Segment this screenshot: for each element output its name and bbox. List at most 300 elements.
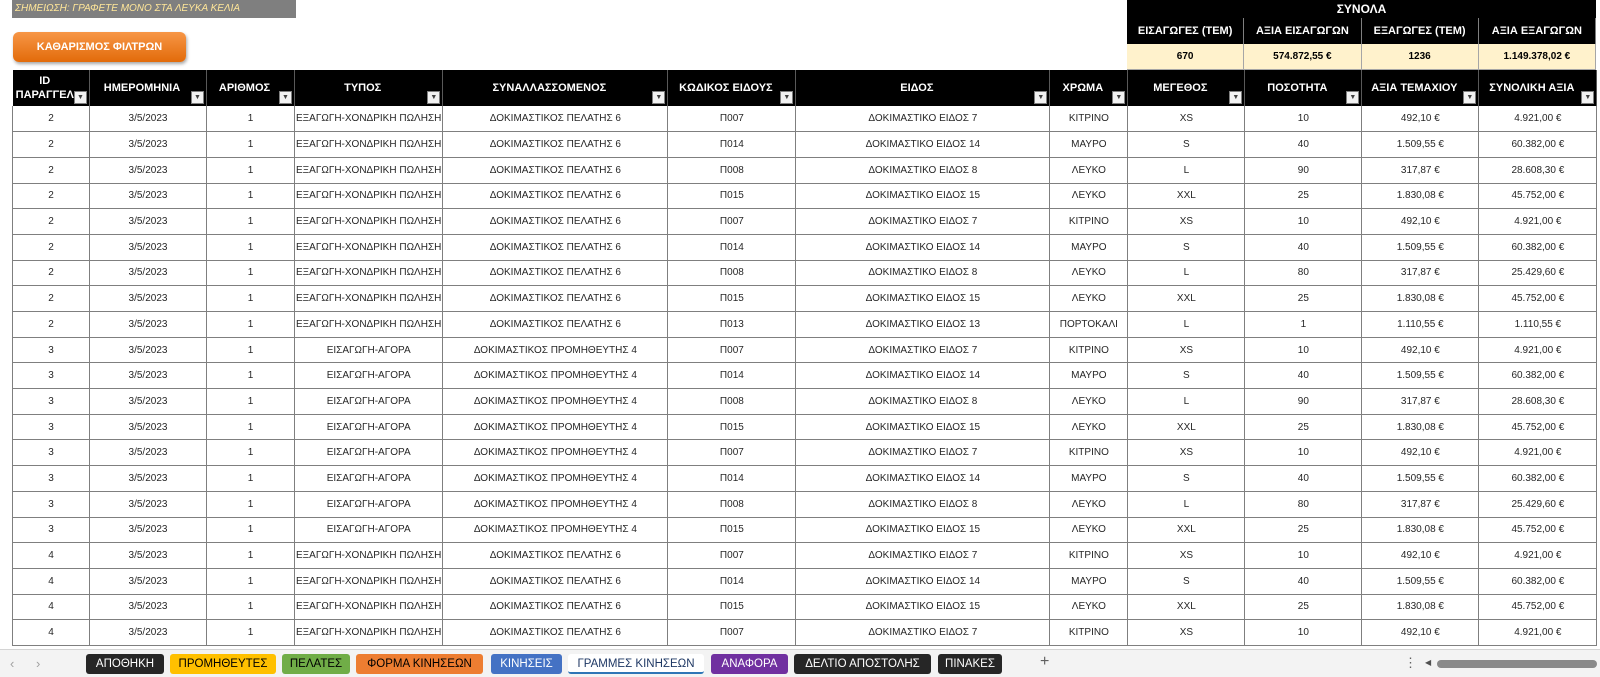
filter-dropdown-icon[interactable]: ▼ [1034,91,1047,104]
table-cell[interactable]: 28.608,30 € [1479,157,1597,183]
table-cell[interactable]: Π014 [668,234,796,260]
table-cell[interactable]: 3/5/2023 [90,260,207,286]
table-cell[interactable]: ΔΟΚΙΜΑΣΤΙΚΟ ΕΙΔΟΣ 7 [796,209,1050,235]
totals-header-exports-value: ΑΞΙΑ ΕΞΑΓΩΓΩΝ [1479,18,1596,44]
table-cell[interactable]: ΚΙΤΡΙΝΟ [1050,106,1128,132]
filter-dropdown-icon[interactable]: ▼ [191,91,204,104]
table-cell[interactable]: S [1128,363,1245,389]
table-cell[interactable]: 1 [207,234,295,260]
table-cell[interactable]: 1.830,08 € [1362,594,1479,620]
table-cell[interactable]: 1 [207,209,295,235]
table-cell[interactable]: 45.752,00 € [1479,594,1597,620]
table-cell[interactable]: 3/5/2023 [90,106,207,132]
column-header [1245,70,1362,106]
table-cell[interactable]: 40 [1245,568,1362,594]
chevron-left-icon[interactable]: ‹ [10,656,15,671]
table-cell[interactable]: ΜΑΥΡΟ [1050,568,1128,594]
totals-header-exports-qty: ΕΞΑΓΩΓΕΣ (ΤΕΜ) [1362,18,1479,44]
table-cell[interactable]: 45.752,00 € [1479,414,1597,440]
table-cell[interactable]: ΔΟΚΙΜΑΣΤΙΚΟΣ ΠΕΛΑΤΗΣ 6 [443,234,668,260]
table-cell[interactable]: S [1128,466,1245,492]
table-cell[interactable]: 4.921,00 € [1479,543,1597,569]
table-cell[interactable]: 3/5/2023 [90,517,207,543]
table-cell[interactable]: XS [1128,440,1245,466]
table-cell[interactable]: 2 [13,312,90,338]
table-cell[interactable]: ΚΙΤΡΙΝΟ [1050,543,1128,569]
table-cell[interactable]: ΔΟΚΙΜΑΣΤΙΚΟΣ ΠΕΛΑΤΗΣ 6 [443,312,668,338]
table-cell[interactable]: ΔΟΚΙΜΑΣΤΙΚΟ ΕΙΔΟΣ 8 [796,157,1050,183]
sheet-tab[interactable]: ΠΙΝΑΚΕΣ [938,654,1002,674]
table-cell[interactable]: Π015 [668,183,796,209]
scrollbar-thumb[interactable] [1437,660,1597,668]
table-cell[interactable]: Π015 [668,594,796,620]
table-cell[interactable]: ΕΞΑΓΩΓΗ-ΧΟΝΔΡΙΚΗ ΠΩΛΗΣΗ [295,312,443,338]
table-cell[interactable]: ΔΟΚΙΜΑΣΤΙΚΟ ΕΙΔΟΣ 14 [796,363,1050,389]
table-cell[interactable]: ΛΕΥΚΟ [1050,286,1128,312]
sheet-tab-bar [0,649,1600,677]
sheet-tab[interactable]: ΠΕΛΑΤΕΣ [282,654,350,674]
chevron-right-icon[interactable]: › [36,656,41,671]
filter-dropdown-icon[interactable]: ▼ [427,91,440,104]
table-cell[interactable]: Π008 [668,260,796,286]
table-cell[interactable]: ΕΙΣΑΓΩΓΗ-ΑΓΟΡΑ [295,491,443,517]
table-cell[interactable]: 1 [207,260,295,286]
table-cell[interactable]: XXL [1128,517,1245,543]
table-cell[interactable]: 2 [13,157,90,183]
table-cell[interactable]: ΔΟΚΙΜΑΣΤΙΚΟΣ ΠΡΟΜΗΘΕΥΤΗΣ 4 [443,363,668,389]
table-row [13,568,1597,594]
table-cell[interactable]: ΛΕΥΚΟ [1050,157,1128,183]
table-cell[interactable]: ΚΙΤΡΙΝΟ [1050,209,1128,235]
table-cell[interactable]: Π007 [668,440,796,466]
table-cell[interactable]: ΔΟΚΙΜΑΣΤΙΚΟΣ ΠΕΛΑΤΗΣ 6 [443,594,668,620]
sheet-tab[interactable]: ΑΠΟΘΗΚΗ [86,654,164,674]
table-cell[interactable]: 3/5/2023 [90,209,207,235]
table-cell[interactable]: 3 [13,414,90,440]
table-cell[interactable]: ΕΞΑΓΩΓΗ-ΧΟΝΔΡΙΚΗ ΠΩΛΗΣΗ [295,234,443,260]
table-cell[interactable]: 3/5/2023 [90,440,207,466]
table-cell[interactable]: 2 [13,234,90,260]
table-cell[interactable]: 10 [1245,543,1362,569]
table-cell[interactable]: ΔΟΚΙΜΑΣΤΙΚΟ ΕΙΔΟΣ 14 [796,466,1050,492]
table-row [13,491,1597,517]
table-cell[interactable]: ΕΙΣΑΓΩΓΗ-ΑΓΟΡΑ [295,337,443,363]
table-cell[interactable]: ΕΙΣΑΓΩΓΗ-ΑΓΟΡΑ [295,440,443,466]
table-cell[interactable]: XXL [1128,286,1245,312]
table-cell[interactable]: 40 [1245,466,1362,492]
table-cell[interactable]: S [1128,568,1245,594]
table-cell[interactable]: 1 [1245,312,1362,338]
table-cell[interactable]: 1.509,55 € [1362,363,1479,389]
table-row [13,337,1597,363]
table-cell[interactable]: 1.509,55 € [1362,466,1479,492]
table-cell[interactable]: 1 [207,389,295,415]
table-cell[interactable]: L [1128,312,1245,338]
table-cell[interactable]: 3/5/2023 [90,389,207,415]
table-cell[interactable]: 40 [1245,363,1362,389]
filter-dropdown-icon[interactable]: ▼ [780,91,793,104]
table-cell[interactable]: 4 [13,568,90,594]
column-header [90,70,207,106]
table-cell[interactable]: Π013 [668,312,796,338]
table-cell[interactable]: 40 [1245,132,1362,158]
table-cell[interactable]: ΔΟΚΙΜΑΣΤΙΚΟ ΕΙΔΟΣ 14 [796,234,1050,260]
table-cell[interactable]: ΕΞΑΓΩΓΗ-ΧΟΝΔΡΙΚΗ ΠΩΛΗΣΗ [295,209,443,235]
table-cell[interactable]: Π007 [668,337,796,363]
column-header [443,70,668,106]
table-cell[interactable]: S [1128,132,1245,158]
table-cell[interactable]: 4.921,00 € [1479,620,1597,646]
table-cell[interactable]: Π007 [668,543,796,569]
table-cell[interactable]: ΔΟΚΙΜΑΣΤΙΚΟ ΕΙΔΟΣ 15 [796,286,1050,312]
table-cell[interactable]: 60.382,00 € [1479,234,1597,260]
totals-imports-value: 574.872,55 € [1244,44,1361,70]
table-cell[interactable]: 80 [1245,260,1362,286]
table-cell[interactable]: 1.509,55 € [1362,234,1479,260]
table-body [13,106,1597,645]
table-cell[interactable]: 90 [1245,157,1362,183]
table-cell[interactable]: ΕΞΑΓΩΓΗ-ΧΟΝΔΡΙΚΗ ΠΩΛΗΣΗ [295,132,443,158]
table-cell[interactable]: ΔΟΚΙΜΑΣΤΙΚΟ ΕΙΔΟΣ 7 [796,337,1050,363]
table-cell[interactable]: 10 [1245,440,1362,466]
table-cell[interactable]: 3 [13,517,90,543]
table-cell[interactable]: 1.110,55 € [1479,312,1597,338]
table-cell[interactable]: 1 [207,132,295,158]
table-cell[interactable]: 3/5/2023 [90,620,207,646]
table-row [13,414,1597,440]
table-cell[interactable]: 25.429,60 € [1479,491,1597,517]
table-cell[interactable]: ΛΕΥΚΟ [1050,183,1128,209]
table-cell[interactable]: ΛΕΥΚΟ [1050,260,1128,286]
table-cell[interactable]: ΔΟΚΙΜΑΣΤΙΚΟΣ ΠΡΟΜΗΘΕΥΤΗΣ 4 [443,414,668,440]
table-cell[interactable]: Π015 [668,414,796,440]
table-cell[interactable]: 3/5/2023 [90,337,207,363]
table-cell[interactable]: 1.110,55 € [1362,312,1479,338]
table-cell[interactable]: 3/5/2023 [90,491,207,517]
table-cell[interactable]: ΔΟΚΙΜΑΣΤΙΚΟΣ ΠΕΛΑΤΗΣ 6 [443,132,668,158]
table-cell[interactable]: 3/5/2023 [90,543,207,569]
table-cell[interactable]: ΕΞΑΓΩΓΗ-ΧΟΝΔΡΙΚΗ ΠΩΛΗΣΗ [295,106,443,132]
table-cell[interactable]: 1.509,55 € [1362,132,1479,158]
table-cell[interactable]: ΜΑΥΡΟ [1050,363,1128,389]
filter-dropdown-icon[interactable]: ▼ [1346,91,1359,104]
totals-header-imports-value: ΑΞΙΑ ΕΙΣΑΓΩΓΩΝ [1244,18,1361,44]
table-cell[interactable]: ΔΟΚΙΜΑΣΤΙΚΟ ΕΙΔΟΣ 14 [796,568,1050,594]
table-cell[interactable]: 45.752,00 € [1479,286,1597,312]
table-cell[interactable]: 1.830,08 € [1362,183,1479,209]
sheet-tab[interactable]: ΔΕΛΤΙΟ ΑΠΟΣΤΟΛΗΣ [794,654,931,674]
table-cell[interactable]: 4.921,00 € [1479,337,1597,363]
filter-dropdown-icon[interactable]: ▼ [652,91,665,104]
table-cell[interactable]: 3/5/2023 [90,414,207,440]
table-cell[interactable]: 317,87 € [1362,491,1479,517]
table-cell[interactable]: 2 [13,106,90,132]
table-cell[interactable]: L [1128,389,1245,415]
table-cell[interactable]: Π008 [668,491,796,517]
table-cell[interactable]: 25 [1245,414,1362,440]
table-cell[interactable]: ΕΙΣΑΓΩΓΗ-ΑΓΟΡΑ [295,363,443,389]
table-cell[interactable]: 45.752,00 € [1479,183,1597,209]
table-cell[interactable]: 1.830,08 € [1362,414,1479,440]
table-cell[interactable]: Π007 [668,209,796,235]
table-cell[interactable]: 1.830,08 € [1362,286,1479,312]
table-cell[interactable]: 60.382,00 € [1479,363,1597,389]
table-cell[interactable]: ΔΟΚΙΜΑΣΤΙΚΟΣ ΠΡΟΜΗΘΕΥΤΗΣ 4 [443,440,668,466]
table-cell[interactable]: Π014 [668,132,796,158]
table-cell[interactable]: 2 [13,183,90,209]
table-cell[interactable]: ΜΑΥΡΟ [1050,234,1128,260]
table-cell[interactable]: 1 [207,440,295,466]
table-cell[interactable]: 4 [13,594,90,620]
table-cell[interactable]: ΛΕΥΚΟ [1050,389,1128,415]
table-cell[interactable]: 3/5/2023 [90,594,207,620]
table-cell[interactable]: Π008 [668,157,796,183]
table-cell[interactable]: 25.429,60 € [1479,260,1597,286]
table-cell[interactable]: ΔΟΚΙΜΑΣΤΙΚΟΣ ΠΕΛΑΤΗΣ 6 [443,620,668,646]
table-cell[interactable]: 4.921,00 € [1479,209,1597,235]
table-cell[interactable]: 4 [13,543,90,569]
table-cell[interactable]: 60.382,00 € [1479,568,1597,594]
table-cell[interactable]: ΕΞΑΓΩΓΗ-ΧΟΝΔΡΙΚΗ ΠΩΛΗΣΗ [295,183,443,209]
table-cell[interactable]: 10 [1245,209,1362,235]
table-cell[interactable]: ΔΟΚΙΜΑΣΤΙΚΟΣ ΠΕΛΑΤΗΣ 6 [443,183,668,209]
table-cell[interactable]: 10 [1245,620,1362,646]
table-cell[interactable]: 3/5/2023 [90,234,207,260]
table-cell[interactable]: ΔΟΚΙΜΑΣΤΙΚΟ ΕΙΔΟΣ 15 [796,414,1050,440]
clear-filters-button[interactable]: ΚΑΘΑΡΙΣΜΟΣ ΦΙΛΤΡΩΝ [13,32,186,62]
table-cell[interactable]: ΔΟΚΙΜΑΣΤΙΚΟ ΕΙΔΟΣ 13 [796,312,1050,338]
table-cell[interactable]: ΔΟΚΙΜΑΣΤΙΚΟΣ ΠΕΛΑΤΗΣ 6 [443,260,668,286]
table-cell[interactable]: Π007 [668,106,796,132]
table-cell[interactable]: 317,87 € [1362,389,1479,415]
table-cell[interactable]: 1 [207,106,295,132]
table-cell[interactable]: 80 [1245,491,1362,517]
table-cell[interactable]: 317,87 € [1362,157,1479,183]
table-cell[interactable]: Π015 [668,517,796,543]
table-cell[interactable]: ΔΟΚΙΜΑΣΤΙΚΟΣ ΠΕΛΑΤΗΣ 6 [443,568,668,594]
totals-panel [1127,0,1596,70]
column-header [13,70,90,106]
table-cell[interactable]: 1 [207,620,295,646]
plus-icon[interactable]: + [1040,653,1050,670]
table-cell[interactable]: 492,10 € [1362,106,1479,132]
table-cell[interactable]: ΔΟΚΙΜΑΣΤΙΚΟ ΕΙΔΟΣ 7 [796,620,1050,646]
table-cell[interactable]: ΔΟΚΙΜΑΣΤΙΚΟ ΕΙΔΟΣ 8 [796,491,1050,517]
table-cell[interactable]: 3/5/2023 [90,183,207,209]
table-cell[interactable]: 90 [1245,389,1362,415]
table-cell[interactable]: XS [1128,543,1245,569]
table-cell[interactable]: 492,10 € [1362,337,1479,363]
column-header-label: ΠΟΣΟΤΗΤΑ [1267,82,1328,94]
table-cell[interactable]: 4.921,00 € [1479,440,1597,466]
table-cell[interactable]: 3/5/2023 [90,312,207,338]
table-cell[interactable]: ΠΟΡΤΟΚΑΛΙ [1050,312,1128,338]
table-cell[interactable]: 1.509,55 € [1362,568,1479,594]
table-cell[interactable]: Π014 [668,568,796,594]
totals-header-row [1127,18,1596,44]
table-cell[interactable]: ΔΟΚΙΜΑΣΤΙΚΟΣ ΠΕΛΑΤΗΣ 6 [443,286,668,312]
table-cell[interactable]: 1 [207,363,295,389]
table-cell[interactable]: 40 [1245,234,1362,260]
filter-dropdown-icon[interactable]: ▼ [279,91,292,104]
table-cell[interactable]: ΔΟΚΙΜΑΣΤΙΚΟΣ ΠΕΛΑΤΗΣ 6 [443,157,668,183]
table-cell[interactable]: 1 [207,517,295,543]
table-cell[interactable]: 1 [207,183,295,209]
table-cell[interactable]: 1 [207,286,295,312]
table-cell[interactable]: ΔΟΚΙΜΑΣΤΙΚΟΣ ΠΡΟΜΗΘΕΥΤΗΣ 4 [443,491,668,517]
sheet-tab[interactable]: ΠΡΟΜΗΘΕΥΤΕΣ [170,654,276,674]
table-cell[interactable]: ΔΟΚΙΜΑΣΤΙΚΟ ΕΙΔΟΣ 7 [796,440,1050,466]
filter-dropdown-icon[interactable]: ▼ [74,91,87,104]
table-cell[interactable]: Π008 [668,389,796,415]
table-cell[interactable]: 1 [207,594,295,620]
table-cell[interactable]: 3 [13,440,90,466]
table-cell[interactable]: ΚΙΤΡΙΝΟ [1050,337,1128,363]
table-cell[interactable]: 1 [207,312,295,338]
table-cell[interactable]: ΕΞΑΓΩΓΗ-ΧΟΝΔΡΙΚΗ ΠΩΛΗΣΗ [295,260,443,286]
table-cell[interactable]: 60.382,00 € [1479,132,1597,158]
table-cell[interactable]: 25 [1245,517,1362,543]
table-cell[interactable]: ΔΟΚΙΜΑΣΤΙΚΟΣ ΠΕΛΑΤΗΣ 6 [443,543,668,569]
sheet-tab[interactable]: ΑΝΑΦΟΡΑ [711,654,788,674]
table-cell[interactable]: 4 [13,620,90,646]
table-cell[interactable]: ΛΕΥΚΟ [1050,414,1128,440]
table-cell[interactable]: XS [1128,337,1245,363]
column-header-label: ΕΙΔΟΣ [900,82,934,94]
horizontal-scrollbar[interactable] [1425,659,1600,669]
filter-dropdown-icon[interactable]: ▼ [1112,91,1125,104]
table-cell[interactable]: 25 [1245,183,1362,209]
table-cell[interactable]: ΕΞΑΓΩΓΗ-ΧΟΝΔΡΙΚΗ ΠΩΛΗΣΗ [295,157,443,183]
table-cell[interactable]: 10 [1245,106,1362,132]
table-cell[interactable]: ΕΙΣΑΓΩΓΗ-ΑΓΟΡΑ [295,517,443,543]
table-cell[interactable]: S [1128,234,1245,260]
table-cell[interactable]: Π015 [668,286,796,312]
table-cell[interactable]: ΕΞΑΓΩΓΗ-ΧΟΝΔΡΙΚΗ ΠΩΛΗΣΗ [295,286,443,312]
table-cell[interactable]: 1 [207,466,295,492]
table-cell[interactable]: XXL [1128,414,1245,440]
table-cell[interactable]: 3/5/2023 [90,363,207,389]
table-cell[interactable]: 492,10 € [1362,543,1479,569]
table-cell[interactable]: ΜΑΥΡΟ [1050,132,1128,158]
table-cell[interactable]: 3/5/2023 [90,286,207,312]
table-cell[interactable]: L [1128,157,1245,183]
table-cell[interactable]: ΔΟΚΙΜΑΣΤΙΚΟ ΕΙΔΟΣ 7 [796,543,1050,569]
table-cell[interactable]: ΛΕΥΚΟ [1050,517,1128,543]
table-cell[interactable]: 28.608,30 € [1479,389,1597,415]
table-cell[interactable]: Π014 [668,466,796,492]
table-cell[interactable]: ΕΙΣΑΓΩΓΗ-ΑΓΟΡΑ [295,389,443,415]
table-cell[interactable]: 1 [207,337,295,363]
sheet-tab[interactable]: ΦΟΡΜΑ ΚΙΝΗΣΕΩΝ [356,654,483,674]
table-cell[interactable]: 3 [13,363,90,389]
table-cell[interactable]: XS [1128,209,1245,235]
filter-dropdown-icon[interactable]: ▼ [1229,91,1242,104]
table-cell[interactable]: XS [1128,620,1245,646]
sheet-tab[interactable]: ΓΡΑΜΜΕΣ ΚΙΝΗΣΕΩΝ [568,654,704,674]
table-cell[interactable]: 25 [1245,594,1362,620]
table-cell[interactable]: ΔΟΚΙΜΑΣΤΙΚΟ ΕΙΔΟΣ 15 [796,183,1050,209]
table-cell[interactable]: 492,10 € [1362,620,1479,646]
table-cell[interactable]: ΔΟΚΙΜΑΣΤΙΚΟΣ ΠΕΛΑΤΗΣ 6 [443,106,668,132]
table-cell[interactable]: 3 [13,491,90,517]
table-cell[interactable]: ΔΟΚΙΜΑΣΤΙΚΟΣ ΠΕΛΑΤΗΣ 6 [443,209,668,235]
table-cell[interactable]: 3/5/2023 [90,466,207,492]
table-cell[interactable]: ΔΟΚΙΜΑΣΤΙΚΟΣ ΠΡΟΜΗΘΕΥΤΗΣ 4 [443,466,668,492]
table-cell[interactable]: ΔΟΚΙΜΑΣΤΙΚΟ ΕΙΔΟΣ 7 [796,106,1050,132]
filter-dropdown-icon[interactable]: ▼ [1463,91,1476,104]
table-cell[interactable]: XS [1128,106,1245,132]
table-cell[interactable]: 2 [13,286,90,312]
filter-dropdown-icon[interactable]: ▼ [1581,91,1594,104]
table-cell[interactable]: 10 [1245,337,1362,363]
table-cell[interactable]: 3 [13,389,90,415]
table-cell[interactable]: 3/5/2023 [90,132,207,158]
table-cell[interactable]: ΛΕΥΚΟ [1050,594,1128,620]
table-cell[interactable]: ΔΟΚΙΜΑΣΤΙΚΟΣ ΠΡΟΜΗΘΕΥΤΗΣ 4 [443,337,668,363]
table-cell[interactable]: ΕΞΑΓΩΓΗ-ΧΟΝΔΡΙΚΗ ΠΩΛΗΣΗ [295,594,443,620]
column-header [668,70,796,106]
table-cell[interactable]: ΕΞΑΓΩΓΗ-ΧΟΝΔΡΙΚΗ ΠΩΛΗΣΗ [295,568,443,594]
table-cell[interactable]: 3/5/2023 [90,157,207,183]
table-cell[interactable]: ΔΟΚΙΜΑΣΤΙΚΟΣ ΠΡΟΜΗΘΕΥΤΗΣ 4 [443,389,668,415]
table-cell[interactable]: 45.752,00 € [1479,517,1597,543]
table-cell[interactable]: Π007 [668,620,796,646]
table-cell[interactable]: 1 [207,414,295,440]
table-cell[interactable]: 2 [13,260,90,286]
table-cell[interactable]: 1 [207,157,295,183]
table-cell[interactable]: ΔΟΚΙΜΑΣΤΙΚΟ ΕΙΔΟΣ 8 [796,260,1050,286]
table-cell[interactable]: XXL [1128,183,1245,209]
table-cell[interactable]: 1.830,08 € [1362,517,1479,543]
table-cell[interactable]: ΔΟΚΙΜΑΣΤΙΚΟ ΕΙΔΟΣ 14 [796,132,1050,158]
table-cell[interactable]: XXL [1128,594,1245,620]
table-cell[interactable]: ΕΙΣΑΓΩΓΗ-ΑΓΟΡΑ [295,466,443,492]
table-cell[interactable]: ΚΙΤΡΙΝΟ [1050,440,1128,466]
table-cell[interactable]: ΛΕΥΚΟ [1050,491,1128,517]
table-cell[interactable]: 25 [1245,286,1362,312]
scroll-left-icon[interactable]: ◀ [1425,658,1432,667]
more-options-icon[interactable]: ⋮ [1404,655,1417,670]
table-cell[interactable]: 1 [207,568,295,594]
table-cell[interactable]: ΚΙΤΡΙΝΟ [1050,620,1128,646]
table-cell[interactable]: 2 [13,209,90,235]
table-cell[interactable]: ΔΟΚΙΜΑΣΤΙΚΟ ΕΙΔΟΣ 15 [796,594,1050,620]
table-cell[interactable]: Π014 [668,363,796,389]
table-cell[interactable]: ΕΞΑΓΩΓΗ-ΧΟΝΔΡΙΚΗ ΠΩΛΗΣΗ [295,620,443,646]
table-cell[interactable]: 492,10 € [1362,209,1479,235]
table-cell[interactable]: ΔΟΚΙΜΑΣΤΙΚΟ ΕΙΔΟΣ 8 [796,389,1050,415]
table-cell[interactable]: L [1128,260,1245,286]
table-cell[interactable]: 317,87 € [1362,260,1479,286]
table-cell[interactable]: 492,10 € [1362,440,1479,466]
table-cell[interactable]: 1 [207,543,295,569]
table-cell[interactable]: ΕΞΑΓΩΓΗ-ΧΟΝΔΡΙΚΗ ΠΩΛΗΣΗ [295,543,443,569]
table-cell[interactable]: 60.382,00 € [1479,466,1597,492]
table-cell[interactable]: 1 [207,491,295,517]
table-cell[interactable]: 4.921,00 € [1479,106,1597,132]
table-cell[interactable]: ΔΟΚΙΜΑΣΤΙΚΟΣ ΠΡΟΜΗΘΕΥΤΗΣ 4 [443,517,668,543]
table-cell[interactable]: 3 [13,466,90,492]
table-cell[interactable]: L [1128,491,1245,517]
table-cell[interactable]: 3/5/2023 [90,568,207,594]
table-cell[interactable]: 2 [13,132,90,158]
table-cell[interactable]: ΕΙΣΑΓΩΓΗ-ΑΓΟΡΑ [295,414,443,440]
table-cell[interactable]: ΔΟΚΙΜΑΣΤΙΚΟ ΕΙΔΟΣ 15 [796,517,1050,543]
sheet-tab[interactable]: ΚΙΝΗΣΕΙΣ [491,654,562,674]
table-cell[interactable]: 3 [13,337,90,363]
table-cell[interactable]: ΜΑΥΡΟ [1050,466,1128,492]
